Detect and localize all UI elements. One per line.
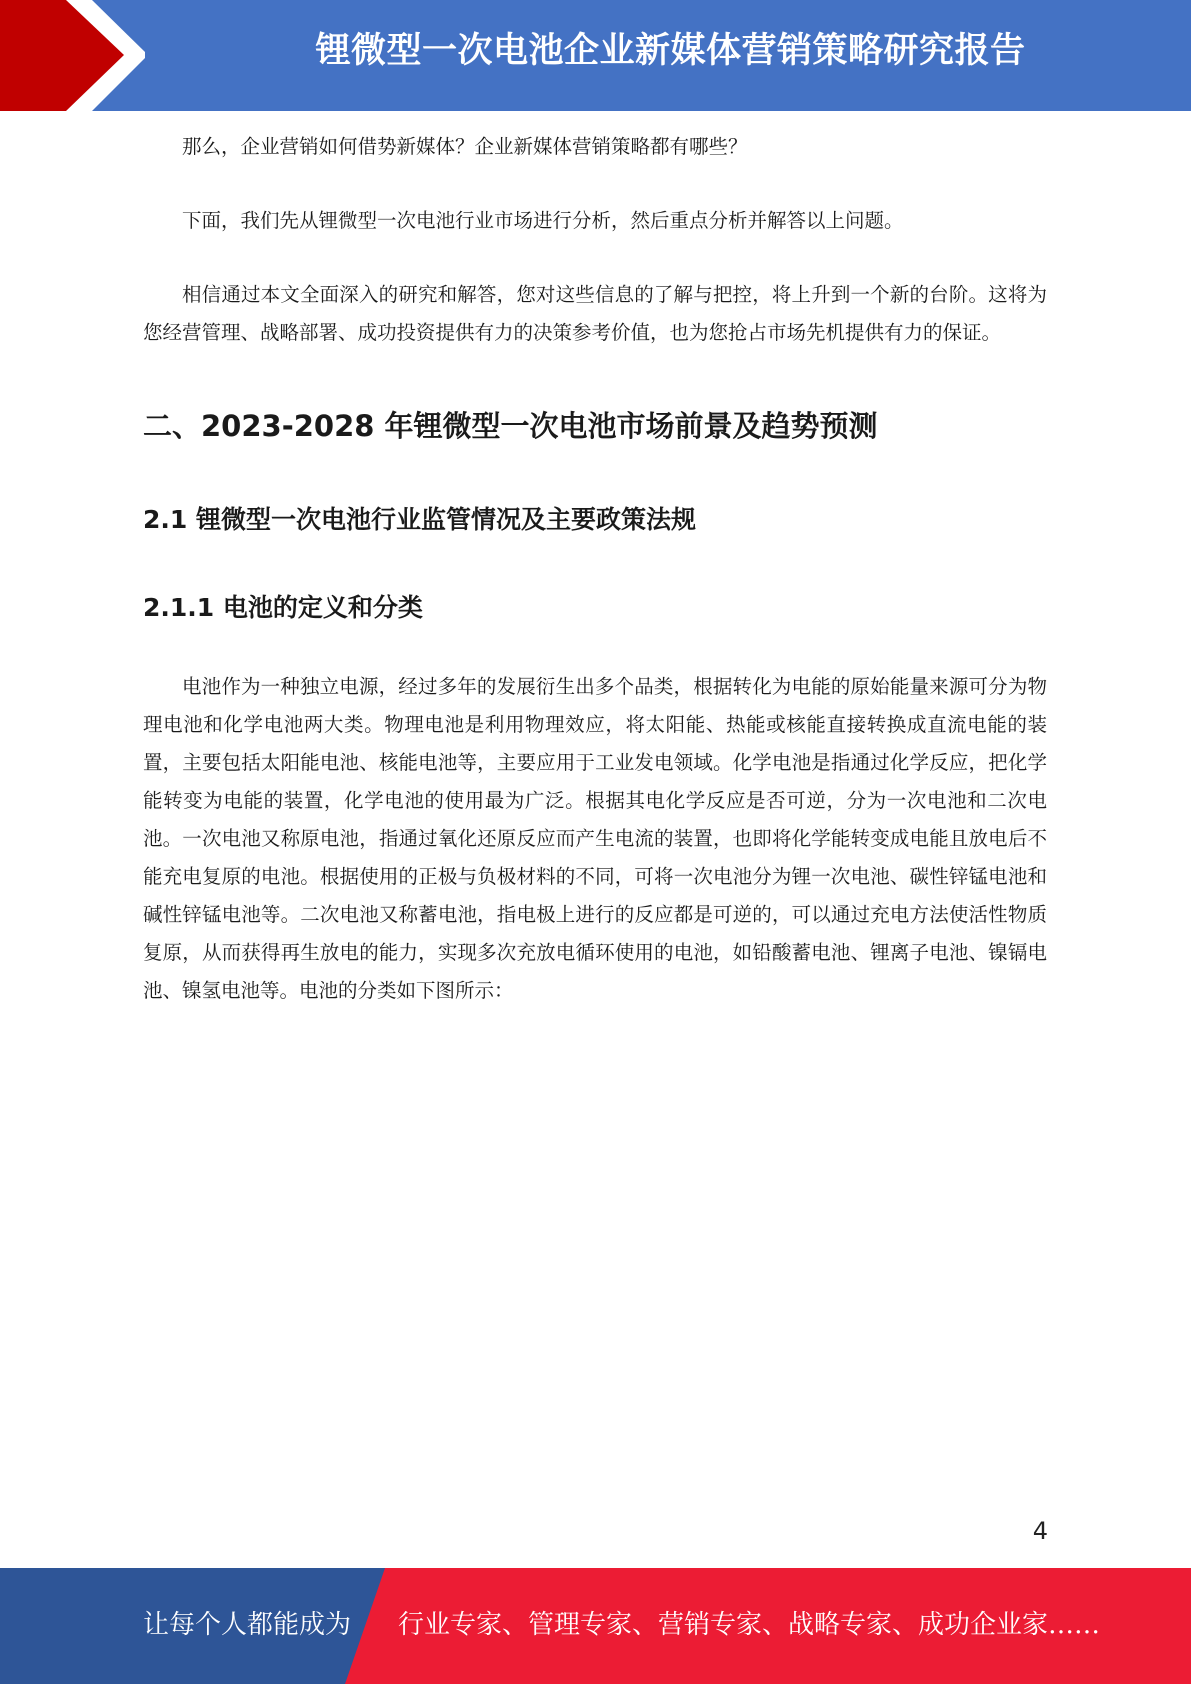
definition-paragraph: 电池作为一种独立电源，经过多年的发展衍生出多个品类，根据转化为电能的原始能量来源可分为物理电池和化学电池两大类。物理电池是利用物理效应，将太阳能、热能或核能直接转换成直流电能的装置，主要包括太阳能电池、核能电池等，主要应用于工业发电领域。化学电池是指通过化学反应，把化学能转变为电能的装置，化学电池的使用最为广泛。根据其电化学反应是否可逆，分为一次电池和二次电池。一次电池又称原电池，指通过氧化还原反应而产生电流的装置，也即将化学能转变成电能且放电后不能充电复原的电池。根据使用的正极与负极材料的不同，可将一次电池分为锂一次电池、碳性锌锰电池和碱性锌锰电池等。二次电池又称蓄电池，指电极上进行的反应都是可逆的，可以通过充电方法使活性物质复原，从而获得再生放电的能力，实现多次充放电循环使用的电池，如铅酸蓄电池、锂离子电池、镍镉电池、镍氢电池等。电池的分类如下图所示： — [143, 675, 1047, 1002]
page-content — [143, 128, 1047, 1010]
intro-paragraph-3: 相信通过本文全面深入的研究和解答，您对这些信息的了解与把控，将上升到一个新的台阶。这将为您经营管理、战略部署、成功投资提供有力的决策参考价值，也为您抢占市场先机提供有力的保证。 — [143, 283, 1047, 344]
page-header — [0, 0, 1191, 111]
intro-paragraph-2: 下面，我们先从锂微型一次电池行业市场进行分析，然后重点分析并解答以上问题。 — [182, 209, 904, 232]
chevron-decoration-icon — [0, 0, 145, 111]
footer-slogan-left: 让每个人都能成为 — [143, 1610, 352, 1640]
subsubsection-heading: 2.1.1 电池的定义和分类 — [143, 593, 423, 622]
header-red-chevron — [0, 0, 145, 111]
intro-paragraph-1: 那么，企业营销如何借势新媒体？企业新媒体营销策略都有哪些？ — [182, 135, 748, 158]
footer-slogan-right: 行业专家、管理专家、营销专家、战略专家、成功企业家…… — [398, 1610, 1101, 1640]
page-footer — [0, 1568, 1191, 1684]
section-heading: 二、2023-2028 年锂微型一次电池市场前景及趋势预测 — [143, 409, 878, 443]
page-number: 4 — [1032, 1517, 1048, 1545]
subsection-heading: 2.1 锂微型一次电池行业监管情况及主要政策法规 — [143, 505, 696, 534]
report-title: 锂微型一次电池企业新媒体营销策略研究报告 — [315, 31, 1026, 71]
